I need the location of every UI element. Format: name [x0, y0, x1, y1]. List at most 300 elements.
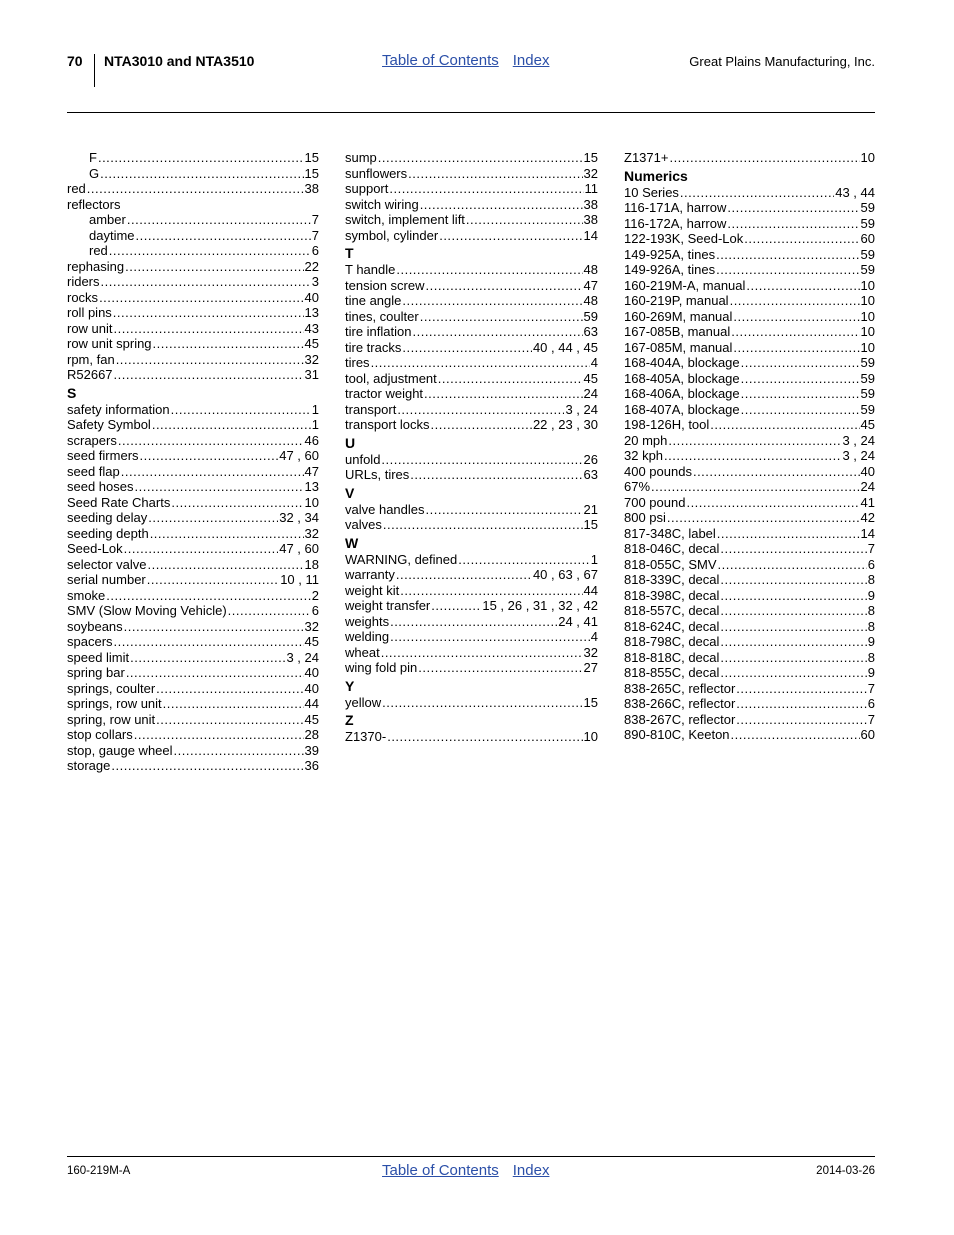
footer-nav: [382, 1162, 563, 1179]
index-term: selector valve: [67, 556, 147, 572]
footer-date: 2014-03-26: [816, 1165, 875, 1177]
index-page-refs[interactable]: 36: [304, 758, 319, 773]
index-page-refs[interactable]: 40: [860, 463, 875, 479]
dot-leader: [669, 150, 859, 166]
index-term: spacers: [67, 634, 113, 649]
index-section-heading: S: [67, 384, 77, 401]
index-entry: [345, 729, 598, 745]
index-page-refs[interactable]: 15: [583, 517, 598, 532]
index-entry: [345, 695, 598, 711]
index-entry: [67, 619, 319, 635]
index-page-refs[interactable]: 47: [583, 277, 598, 293]
index-page-refs[interactable]: 32: [583, 165, 598, 181]
index-entry: [624, 526, 875, 542]
index-entry: [345, 502, 598, 518]
index-page-refs[interactable]: 46: [304, 432, 319, 448]
index-page-refs[interactable]: 41: [860, 494, 875, 510]
index-term: 817-348C, label: [624, 525, 716, 541]
dot-leader: [736, 681, 866, 697]
dot-leader: [387, 729, 582, 745]
index-page-refs[interactable]: 6: [311, 603, 319, 618]
index-term: seed hoses: [67, 479, 134, 494]
index-entry: [624, 541, 875, 557]
index-term: Seed-Lok: [67, 541, 123, 556]
index-term: wing fold pin: [345, 660, 418, 675]
index-entry: [67, 541, 319, 557]
page-number: 70: [67, 53, 83, 69]
index-entry: [67, 321, 319, 337]
index-page-refs[interactable]: 7: [867, 680, 875, 696]
dot-leader: [152, 417, 311, 433]
index-page-refs[interactable]: 18: [304, 556, 319, 572]
index-page-refs[interactable]: 1: [311, 417, 319, 432]
index-term: 818-798C, decal: [624, 634, 720, 649]
dot-leader: [716, 247, 859, 263]
index-entry: [624, 386, 875, 402]
index-page-refs[interactable]: 10: [860, 308, 875, 324]
index-entry: [624, 293, 875, 309]
index-page-refs[interactable]: 14: [583, 227, 598, 243]
index-entry: [624, 402, 875, 418]
index-entry: [345, 517, 598, 533]
index-term: seeding delay: [67, 510, 148, 525]
index-section-heading: U: [345, 434, 356, 451]
index-term: sunflowers: [345, 165, 408, 181]
index-term: 32 kph: [624, 448, 664, 463]
index-entry: [624, 216, 875, 232]
index-entry: [67, 634, 319, 650]
index-term: rpm, fan: [67, 351, 115, 367]
index-page-refs[interactable]: 32 , 34: [279, 510, 319, 525]
index-term: 160-219M-A, manual: [624, 277, 746, 293]
index-entry: [67, 274, 319, 290]
index-page-refs[interactable]: 24 , 41: [558, 613, 598, 629]
dot-leader: [720, 541, 866, 557]
index-page-refs[interactable]: 44: [583, 582, 598, 598]
index-page-refs[interactable]: 47 , 60: [279, 541, 319, 556]
index-entry: [624, 619, 875, 635]
index-page-refs[interactable]: 59: [860, 401, 875, 417]
index-term: transport: [345, 401, 397, 417]
index-page-refs[interactable]: 7: [311, 227, 319, 243]
index-page-refs[interactable]: 59: [860, 355, 875, 370]
index-page-refs[interactable]: 63: [583, 324, 598, 339]
index-term: 167-085M, manual: [624, 339, 733, 355]
index-page-refs[interactable]: 11: [584, 181, 598, 196]
index-section-heading: W: [345, 534, 359, 551]
index-term: serial number: [67, 572, 146, 587]
index-page-refs[interactable]: 59: [583, 308, 598, 324]
index-entry: [345, 355, 598, 371]
dot-leader: [147, 557, 303, 573]
dot-leader: [109, 243, 311, 259]
index-entry: [624, 185, 875, 201]
index-page-refs[interactable]: 4: [590, 355, 598, 370]
index-page-refs[interactable]: 45: [304, 711, 319, 727]
index-page-refs[interactable]: 38: [583, 196, 598, 212]
dot-leader: [733, 340, 859, 356]
index-page-refs[interactable]: 38: [304, 181, 319, 196]
dot-leader: [424, 386, 582, 402]
dot-leader: [733, 309, 859, 325]
index-page-refs[interactable]: 3 , 24: [565, 401, 598, 417]
index-page-refs[interactable]: 40: [304, 680, 319, 696]
index-page-refs[interactable]: 40: [304, 289, 319, 305]
dot-leader: [106, 588, 310, 604]
index-term: safety information: [67, 401, 170, 417]
dot-leader: [383, 517, 583, 533]
index-page-refs[interactable]: 59: [860, 370, 875, 386]
index-term: riders: [67, 274, 100, 289]
index-entry: [67, 479, 319, 495]
dot-leader: [98, 150, 304, 166]
dot-leader: [381, 645, 583, 661]
index-term: R52667: [67, 367, 113, 382]
dot-leader: [171, 495, 303, 511]
dot-leader: [390, 629, 590, 645]
index-entry: [345, 629, 598, 645]
dot-leader: [125, 259, 303, 275]
index-page-refs[interactable]: 10: [860, 293, 875, 308]
index-entry: [624, 309, 875, 325]
index-term: Z1371+: [624, 150, 669, 165]
index-term: 818-046C, decal: [624, 541, 720, 556]
index-entry: [624, 603, 875, 619]
index-page-refs[interactable]: 10: [860, 339, 875, 355]
dot-leader: [680, 185, 834, 201]
index-entry: [67, 572, 319, 588]
index-page-refs[interactable]: 22: [304, 258, 319, 274]
index-entry: [345, 583, 598, 599]
index-page-refs[interactable]: 15: [583, 694, 598, 710]
index-entry: [67, 417, 319, 433]
index-term: switch, implement lift: [345, 212, 465, 227]
dot-leader: [744, 231, 859, 247]
index-page-refs[interactable]: 47: [304, 463, 319, 479]
index-entry: [624, 681, 875, 697]
index-entry: [67, 665, 319, 681]
index-section-heading: Z: [345, 712, 354, 728]
index-column-1: [67, 150, 319, 774]
index-page-refs[interactable]: 26: [583, 451, 598, 467]
index-term: yellow: [345, 694, 382, 710]
dot-leader: [720, 572, 866, 588]
index-entry: [624, 448, 875, 464]
index-entry: [624, 340, 875, 356]
index-page-refs[interactable]: 6: [867, 696, 875, 711]
index-entry: [345, 417, 598, 433]
index-term: 67%: [624, 479, 651, 494]
index-page-refs[interactable]: 24: [583, 386, 598, 401]
index-page-refs[interactable]: 47 , 60: [279, 448, 319, 463]
index-entry: [345, 166, 598, 182]
index-page-refs[interactable]: 10: [860, 324, 875, 339]
dot-leader: [746, 278, 859, 294]
index-page-refs[interactable]: 31: [304, 367, 319, 382]
index-page-refs[interactable]: 15: [304, 165, 319, 181]
index-term: tine angle: [345, 293, 402, 308]
index-page-refs[interactable]: 6: [311, 243, 319, 258]
index-page-refs[interactable]: 28: [304, 727, 319, 742]
index-entry: [624, 231, 875, 247]
index-page-refs[interactable]: 8: [867, 572, 875, 587]
index-term: 20 mph: [624, 432, 668, 448]
index-entry: [345, 660, 598, 676]
index-page-refs[interactable]: 13: [304, 479, 319, 494]
index-page-refs[interactable]: 48: [583, 262, 598, 277]
index-page-refs[interactable]: 32: [304, 525, 319, 541]
index-entry: [624, 371, 875, 387]
index-page-refs[interactable]: 8: [867, 603, 875, 618]
index-entry: [624, 262, 875, 278]
index-page-refs[interactable]: 22 , 23 , 30: [532, 417, 598, 432]
index-entry: [345, 614, 598, 630]
index-entry: [345, 309, 598, 325]
index-page-refs[interactable]: 59: [860, 215, 875, 231]
index-term: springs, row unit: [67, 696, 162, 711]
dot-leader: [439, 228, 582, 244]
dot-leader: [134, 727, 304, 743]
index-term: wheat: [345, 644, 380, 660]
index-page-refs[interactable]: 59: [860, 246, 875, 262]
index-entry: [67, 603, 319, 619]
index-page-refs[interactable]: 32: [304, 351, 319, 367]
dot-leader: [156, 681, 303, 697]
index-page-refs[interactable]: 2: [311, 587, 319, 603]
dot-leader: [116, 352, 304, 368]
index-term: tire tracks: [345, 339, 402, 355]
index-term: 700 pound: [624, 494, 686, 510]
index-entry: [67, 212, 319, 228]
index-term: 160-219P, manual: [624, 293, 729, 308]
index-page-refs[interactable]: 45: [583, 370, 598, 386]
index-page-refs[interactable]: 10: [583, 729, 598, 744]
index-page-refs[interactable]: 45: [860, 417, 875, 432]
index-entry: [67, 228, 319, 244]
table-of-contents-link[interactable]: Table of Contents: [382, 52, 499, 69]
dot-leader: [402, 293, 582, 309]
dot-leader: [171, 402, 311, 418]
dot-leader: [402, 340, 532, 356]
dot-leader: [667, 510, 860, 526]
dot-leader: [163, 696, 304, 712]
index-entry: [624, 712, 875, 728]
index-page-refs[interactable]: 7: [311, 212, 319, 227]
index-page-refs[interactable]: 8: [867, 649, 875, 665]
index-entry: [624, 665, 875, 681]
index-term: URLs, tires: [345, 467, 410, 482]
index-page-refs[interactable]: 59: [860, 386, 875, 401]
index-entry: [624, 727, 875, 743]
index-term: tires: [345, 355, 370, 370]
index-page-refs[interactable]: 59: [860, 200, 875, 215]
index-entry: [345, 371, 598, 387]
index-page-refs[interactable]: 45: [304, 336, 319, 351]
index-term: 122-193K, Seed-Lok: [624, 231, 744, 246]
dot-leader: [736, 696, 866, 712]
index-term: switch wiring: [345, 196, 419, 212]
index-term: 890-810C, Keeton: [624, 727, 730, 742]
index-term: weight kit: [345, 582, 400, 598]
index-page-refs[interactable]: 4: [590, 629, 598, 644]
dot-leader: [113, 305, 304, 321]
index-term: 116-172A, harrow: [624, 215, 727, 231]
index-page-refs[interactable]: 15: [583, 150, 598, 165]
index-page-refs[interactable]: 48: [583, 293, 598, 308]
index-entry: [624, 588, 875, 604]
index-page-refs[interactable]: 40 , 44 , 45: [532, 339, 598, 355]
index-entry: [345, 278, 598, 294]
index-entry: [67, 743, 319, 759]
dot-leader: [118, 433, 304, 449]
index-page-refs[interactable]: 1: [590, 551, 598, 567]
index-entry: [67, 336, 319, 352]
index-page-refs[interactable]: 3 , 24: [286, 649, 319, 665]
index-page-refs[interactable]: 10: [860, 277, 875, 293]
index-page-refs[interactable]: 40 , 63 , 67: [532, 567, 598, 582]
index-page-refs[interactable]: 43 , 44: [835, 184, 875, 200]
index-term: tool, adjustment: [345, 370, 437, 386]
index-page-refs[interactable]: 38: [583, 212, 598, 227]
index-entry: [624, 572, 875, 588]
index-term: 818-055C, SMV: [624, 556, 717, 572]
dot-leader: [731, 727, 860, 743]
index-term: 10 Series: [624, 184, 679, 200]
dot-leader: [727, 200, 859, 216]
table-of-contents-link[interactable]: Table of Contents: [382, 1162, 499, 1179]
index-entry: [67, 650, 319, 666]
dot-leader: [720, 634, 866, 650]
index-term: seed flap: [67, 463, 120, 479]
index-page-refs[interactable]: 32: [304, 618, 319, 634]
index-page-refs[interactable]: 9: [867, 665, 875, 680]
index-page-refs[interactable]: 42: [860, 510, 875, 525]
index-page-refs[interactable]: 3: [311, 274, 319, 289]
index-term: 168-404A, blockage: [624, 355, 740, 370]
index-page-refs[interactable]: 15 , 26 , 31 , 32 , 42: [482, 598, 598, 613]
index-term: spring bar: [67, 665, 125, 680]
index-page-refs[interactable]: 9: [867, 634, 875, 649]
index-term: rocks: [67, 289, 99, 305]
index-page-refs[interactable]: 60: [860, 231, 875, 246]
dot-leader: [426, 502, 583, 518]
index-page-refs[interactable]: 7: [867, 711, 875, 727]
document-title: NTA3010 and NTA3510: [104, 53, 255, 69]
index-term: 400 pounds: [624, 463, 692, 479]
index-term: F: [89, 150, 97, 165]
index-entry: [67, 712, 319, 728]
index-entry: [624, 247, 875, 263]
index-page-refs[interactable]: 27: [583, 660, 598, 675]
dot-leader: [136, 228, 311, 244]
index-entry: [624, 355, 875, 371]
index-page-refs[interactable]: 7: [867, 541, 875, 556]
index-page-refs[interactable]: 32: [583, 644, 598, 660]
index-term: smoke: [67, 587, 106, 603]
index-term: Seed Rate Charts: [67, 494, 171, 510]
index-term: unfold: [345, 451, 381, 467]
index-entry: [624, 200, 875, 216]
index-link[interactable]: Index: [512, 52, 550, 69]
index-term: weights: [345, 613, 390, 629]
dot-leader: [425, 278, 582, 294]
index-term: symbol, cylinder: [345, 227, 439, 243]
index-page-refs[interactable]: 24: [860, 479, 875, 494]
index-entry: [67, 681, 319, 697]
index-page-refs[interactable]: 10: [304, 494, 319, 510]
index-page-refs[interactable]: 3 , 24: [842, 432, 875, 448]
index-entry: [345, 293, 598, 309]
dot-leader: [371, 355, 590, 371]
index-entry: [67, 758, 319, 774]
index-page-refs[interactable]: 44: [304, 696, 319, 711]
index-link[interactable]: Index: [512, 1162, 550, 1179]
index-entry: [345, 197, 598, 213]
index-term: Z1370-: [345, 729, 387, 744]
dot-leader: [150, 526, 304, 542]
index-entry: [67, 367, 319, 383]
index-page-refs[interactable]: 13: [304, 305, 319, 320]
dot-leader: [390, 614, 557, 630]
index-term: 160-269M, manual: [624, 308, 733, 324]
index-term: 168-405A, blockage: [624, 370, 740, 386]
dot-leader: [741, 402, 860, 418]
index-page-refs[interactable]: 1: [311, 401, 319, 417]
index-page-refs[interactable]: 8: [867, 618, 875, 634]
index-page-refs[interactable]: 45: [304, 634, 319, 649]
index-term: red: [89, 243, 108, 258]
index-page-refs[interactable]: 15: [304, 150, 319, 165]
index-entry: [67, 290, 319, 306]
index-page-refs[interactable]: 10 , 11: [280, 572, 319, 587]
index-entry: [67, 402, 319, 418]
index-entry: [624, 417, 875, 433]
dot-leader: [126, 665, 304, 681]
index-page-refs[interactable]: 39: [304, 742, 319, 758]
index-term: 168-407A, blockage: [624, 401, 740, 417]
index-term: 167-085B, manual: [624, 324, 731, 339]
dot-leader: [87, 181, 304, 197]
index-page-refs[interactable]: 40: [304, 665, 319, 680]
index-entry: [345, 567, 598, 583]
index-term: 838-265C, reflector: [624, 680, 736, 696]
index-page-refs[interactable]: 60: [860, 727, 875, 742]
index-page-refs[interactable]: 9: [867, 587, 875, 603]
index-entry: [345, 402, 598, 418]
index-page-refs[interactable]: 3 , 24: [842, 448, 875, 463]
index-page-refs[interactable]: 63: [583, 467, 598, 482]
index-page-refs[interactable]: 43: [304, 320, 319, 336]
index-entry: [67, 259, 319, 275]
footer-rule: [67, 1156, 875, 1157]
index-page-refs[interactable]: 21: [583, 501, 598, 517]
dot-leader: [114, 321, 304, 337]
index-page-refs[interactable]: 10: [860, 150, 875, 165]
dot-leader: [99, 290, 303, 306]
index-page-refs[interactable]: 14: [860, 525, 875, 541]
index-term: 818-818C, decal: [624, 649, 720, 665]
index-term: valve handles: [345, 501, 425, 517]
index-entry: [624, 696, 875, 712]
index-page-refs[interactable]: 6: [867, 556, 875, 572]
index-term: tire inflation: [345, 324, 412, 339]
index-entry: [67, 448, 319, 464]
index-term: 818-624C, decal: [624, 618, 720, 634]
dot-leader: [741, 371, 860, 387]
index-page-refs[interactable]: 59: [860, 262, 875, 277]
dot-leader: [140, 448, 279, 464]
index-entry: [345, 386, 598, 402]
